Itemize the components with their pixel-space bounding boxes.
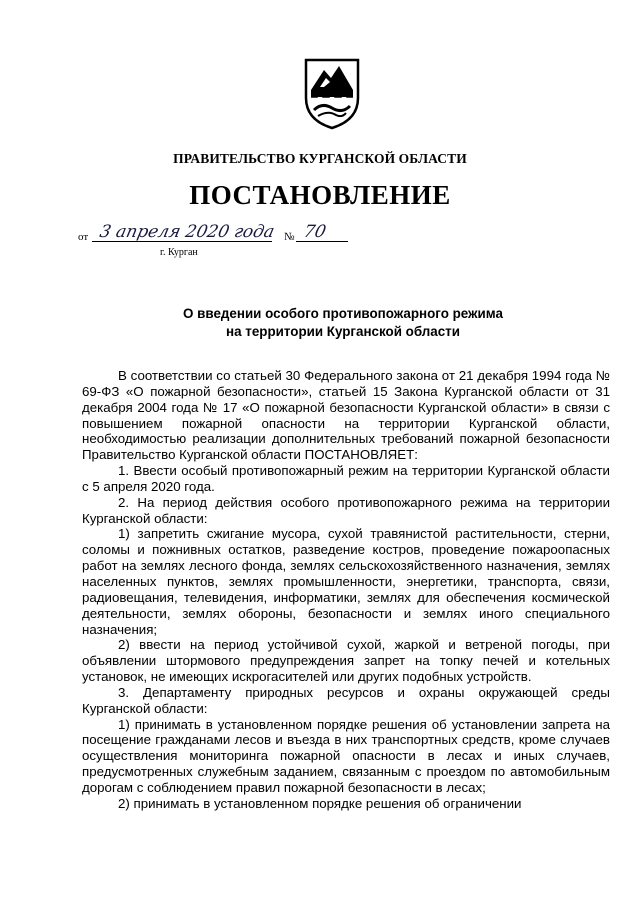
handwritten-number: 70 — [301, 222, 328, 242]
paragraph-item-3-2: 2) принимать в установленном порядке решения об ограничении — [118, 795, 522, 811]
paragraph-preamble: В соответствии со статьей 30 Федерального закона от 21 декабря 1994 года № 69-ФЗ «О пожарной безопасности», статьей 15 Закона Курганской области от 31 декабря 2004 года № 17 «О пожарной безопасности Курганской области» в связи с повышением пожарной опасности на территории Курганской области, необходимостью реализации дополнительных требований пожарной безопасности Правительство Курганской области ПОСТАНОВЛЯЕТ: — [82, 368, 610, 463]
paragraph-item-1: 1. Ввести особый противопожарный режим на территории Курганской области с 5 апреля 2020 года. — [82, 463, 610, 494]
document-title — [0, 305, 640, 340]
title-line-1: О введении особого противопожарного режима — [183, 306, 503, 321]
number-label: № — [284, 231, 295, 243]
document-type-heading: ПОСТАНОВЛЕНИЕ — [189, 180, 451, 210]
coat-of-arms-icon — [302, 58, 362, 130]
document-body — [82, 368, 610, 812]
government-name: ПРАВИТЕЛЬСТВО КУРГАНСКОЙ ОБЛАСТИ — [173, 151, 467, 166]
title-line-2: на территории Курганской области — [226, 323, 460, 339]
paragraph-item-2: 2. На период действия особого противопожарного режима на территории Курганской области: — [82, 494, 610, 526]
from-label: от — [78, 231, 89, 243]
city-label: г. Курган — [160, 247, 198, 258]
date-number-row — [78, 222, 378, 246]
paragraph-item-3-1: 1) принимать в установленном порядке решения об установлении запрета на посещение гражданами лесов и въезда в них транспортных средств, кроме случаев осуществления мониторинга пожарной опасности в лесах и иных случаев, предусмотренных служебным заданием, связанным с проездом по автомобильным дорогам с соблюдением правил пожарной безопасности в лесах; — [82, 716, 610, 795]
paragraph-item-2-1: 1) запретить сжигание мусора, сухой травянистой растительности, стерни, соломы и пожнивных остатков, разведение костров, проведение пожароопасных работ на землях лесного фонда, землях сельскохозяйственного назначения, землях населенных пунктов, землях промышленности, энергетики, транспорта, связи, радиовещания, телевидения, информатики, землях для обеспечения космической деятельности, землях обороны, безопасности и землях иного специального назначения; — [82, 526, 610, 637]
paragraph-item-3: 3. Департаменту природных ресурсов и охраны окружающей среды Курганской области: — [82, 684, 610, 716]
paragraph-item-2-2: 2) ввести на период устойчивой сухой, жаркой и ветреной погоды, при объявлении штормового предупреждения запрет на топку печей и котельных установок, не имеющих искрогасителей или других подобных устройств. — [82, 637, 610, 685]
handwritten-date: 3 апреля 2020 года — [97, 222, 277, 242]
